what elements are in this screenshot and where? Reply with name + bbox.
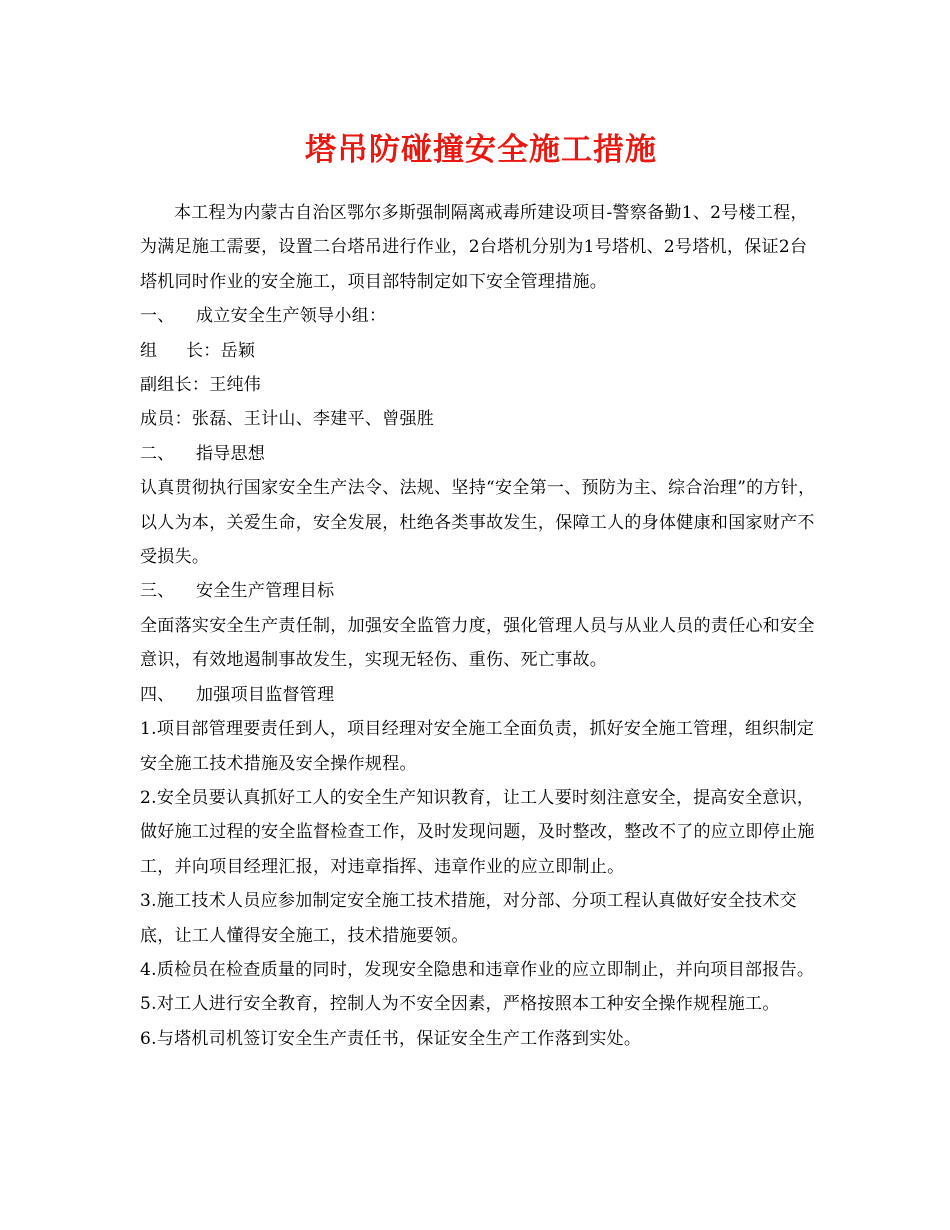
- section-heading-3: [140, 574, 822, 608]
- section-heading-text: 指导思想: [196, 443, 266, 464]
- safety-goal-paragraph: 全面落实安全生产责任制，加强安全监管力度，强化管理人员与从业人员的责任心和安全意识，有效地遏制事故发生，实现无轻伤、重伤、死亡事故。: [140, 615, 815, 671]
- section-number: 三、: [140, 581, 175, 602]
- intro-paragraph: 本工程为内蒙古自治区鄂尔多斯强制隔离戒毒所建设项目-警察备勤1、2号楼工程，为满足施工需要，设置二台塔吊进行作业，2台塔机分别为1号塔机、2号塔机，保证2台塔机同时作业的安全施工，项目部特制定如下安全管理措施。: [140, 203, 808, 292]
- section-number: 一、: [140, 306, 175, 327]
- section-heading-4: [140, 678, 822, 712]
- list-item: 4.质检员在检查质量的同时，发现安全隐患和违章作业的应立即制止，并向项目部报告。: [140, 959, 815, 980]
- leader-value: 长：岳颖: [186, 340, 256, 361]
- section-heading-text: 加强项目监督管理: [196, 684, 335, 705]
- section-number: 二、: [140, 443, 175, 464]
- members-line: 成员：张磊、王计山、李建平、曾强胜: [140, 409, 435, 430]
- list-item: 1.项目部管理要责任到人，项目经理对安全施工全面负责，抓好安全施工管理，组织制定安全施工技术措施及安全操作规程。: [140, 719, 815, 774]
- section-heading-2: [140, 437, 822, 471]
- list-item: 6.与塔机司机签订安全生产责任书，保证安全生产工作落到实处。: [140, 1028, 642, 1049]
- list-item: 3.施工技术人员应参加制定安全施工技术措施，对分部、分项工程认真做好安全技术交底，让工人懂得安全施工，技术措施要领。: [140, 891, 797, 946]
- section-number: 四、: [140, 684, 175, 705]
- section-heading-1: [140, 299, 822, 333]
- list-item: 2.安全员要认真抓好工人的安全生产知识教育，让工人要时刻注意安全，提高安全意识，做好施工过程的安全监督检查工作，及时发现问题，及时整改，整改不了的应立即停止施工，并向项目经理汇报，对违章指挥、违章作业的应立即制止。: [140, 787, 815, 877]
- document-body: [140, 196, 822, 1056]
- deputy-line: 副组长：王纯伟: [140, 375, 262, 396]
- document-title: 塔吊防碰撞安全施工措施: [305, 132, 657, 168]
- section-heading-text: 成立安全生产领导小组：: [196, 306, 387, 327]
- section-heading-text: 安全生产管理目标: [196, 581, 335, 602]
- guiding-principle-paragraph: 认真贯彻执行国家安全生产法令、法规、坚持“安全第一、预防为主、综合治理”的方针，以人为本，关爱生命，安全发展，杜绝各类事故发生，保障工人的身体健康和国家财产不受损失。: [140, 478, 816, 568]
- leader-line: [140, 334, 822, 368]
- list-item: 5.对工人进行安全教育，控制人为不安全因素，严格按照本工种安全操作规程施工。: [140, 994, 780, 1015]
- leader-label: 组: [140, 340, 158, 361]
